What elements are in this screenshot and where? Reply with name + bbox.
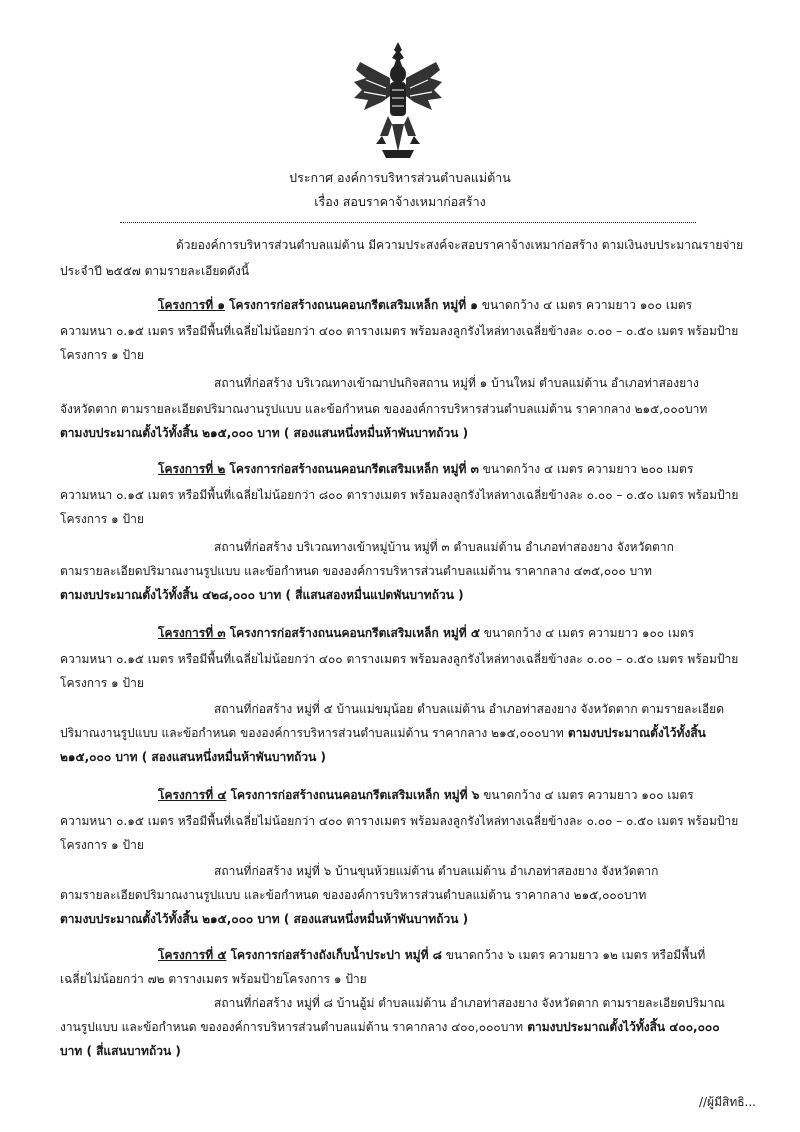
project-size: ขนาดกว้าง ๔ เมตร ความยาว ๒๐๐ เมตร [478,462,694,476]
project-location: สถานที่ก่อสร้าง บริเวณทางเข้าหมู่บ้าน หมู่ที่ ๓ ตำบลแม่ต้าน อำเภอท่าสองยาง จังหวัดตาก [214,540,674,554]
continued-marker: //ผู้มีสิทธิ... [698,1095,756,1109]
project-size: ขนาดกว้าง ๔ เมตร ความยาว ๑๐๐ เมตร [479,626,695,640]
project-label: โครงการที่ ๑ [158,298,225,312]
project-label: โครงการที่ ๔ [158,788,227,802]
project-label: โครงการที่ ๓ [158,626,226,640]
project-location: สถานที่ก่อสร้าง บริเวณทางเข้าฌาปนกิจสถาน หมู่ที่ ๑ บ้านใหม่ ตำบลแม่ต้าน อำเภอท่าสองยาง [214,376,699,390]
project-spec: ความหนา ๐.๑๕ เมตร หรือมีพื้นที่เฉลี่ยไม่น้อยกว่า ๔๐๐ ตารางเมตร พร้อมลงลูกรังไหล่ทางเฉลี่ยข้างละ ๐.๐๐ – ๐.๕๐ เมตร พร้อมป้าย [60,814,739,828]
intro-line-2: ประจำปี ๒๕๕๗ ตามรายละเอียดดังนี้ [60,264,250,278]
project-budget: ๒๑๕,๐๐๐ บาท ( สองแสนหนึ่งหมื่นห้าพันบาทถ้วน ) [60,750,326,764]
project-spec: ความหนา ๐.๑๕ เมตร หรือมีพื้นที่เฉลี่ยไม่น้อยกว่า ๘๐๐ ตารางเมตร พร้อมลงลูกรังไหล่ทางเฉลี่ยข้างละ ๐.๐๐ – ๐.๕๐ เมตร พร้อมป้าย [60,488,739,502]
project-spec: เฉลี่ยไม่น้อยกว่า ๗๒ ตารางเมตร พร้อมป้ายโครงการ ๑ ป้าย [60,972,367,986]
project-size: ขนาดกว้าง ๔ เมตร ความยาว ๑๐๐ เมตร [479,788,694,802]
project-name: โครงการก่อสร้างถังเก็บน้ำประปา หมู่ที่ ๘ [226,948,442,962]
project-budget-label: ตามงบประมาณตั้งไว้ทั้งสิ้น ๔๐๐,๐๐๐ [523,1020,720,1034]
project-name: โครงการก่อสร้างถนนคอนกรีตเสริมเหล็ก หมู่ที่ ๕ [225,626,480,640]
project-budget: ตามงบประมาณตั้งไว้ทั้งสิ้น ๔๒๘,๐๐๐ บาท ( สี่แสนสองหมื่นแปดพันบาทถ้วน ) [60,588,464,602]
project-location: สถานที่ก่อสร้าง หมู่ที่ ๕ บ้านแม่ขมุน้อย ตำบลแม่ต้าน อำเภอท่าสองยาง จังหวัดตาก ตามรายละเอียด [214,702,724,716]
announcement-subject: เรื่อง สอบราคาจ้างเหมาก่อสร้าง [314,194,486,209]
divider [120,222,696,223]
project-size: ขนาดกว้าง ๖ เมตร ความยาว ๑๒ เมตร หรือมีพื้นที่ [441,948,706,962]
project-spec: ความหนา ๐.๑๕ เมตร หรือมีพื้นที่เฉลี่ยไม่น้อยกว่า ๔๐๐ ตารางเมตร พร้อมลงลูกรังไหล่ทางเฉลี่ยข้างละ ๐.๐๐ – ๐.๕๐ เมตร พร้อมป้าย [60,652,739,666]
garuda-emblem-icon [352,40,444,160]
project-location: สถานที่ก่อสร้าง หมู่ที่ ๖ บ้านขุนห้วยแม่ต้าน ตำบลแม่ต้าน อำเภอท่าสองยาง จังหวัดตาก [214,864,659,878]
announcement-title: ประกาศ องค์การบริหารส่วนตำบลแม่ต้าน [289,170,511,185]
project-location: สถานที่ก่อสร้าง หมู่ที่ ๘ บ้านอู้ม่ ตำบลแม่ต้าน อำเภอท่าสองยาง จังหวัดตาก ตามรายละเอียดปริมาณ [214,996,725,1010]
project-budget: ตามงบประมาณตั้งไว้ทั้งสิ้น ๒๑๕,๐๐๐ บาท ( สองแสนหนึ่งหมื่นห้าพันบาทถ้วน ) [60,426,469,440]
project-name: โครงการก่อสร้างถนนคอนกรีตเสริมเหล็ก หมู่ที่ ๑ [224,298,478,312]
project-price: ปริมาณงานรูปแบบ และข้อกำหนด ขององค์การบริหารส่วนตำบลแม่ต้าน ราคากลาง ๒๑๕,๐๐๐บาท [60,726,564,740]
project-sign: โครงการ ๑ ป้าย [60,838,144,852]
project-size: ขนาดกว้าง ๔ เมตร ความยาว ๑๐๐ เมตร [477,298,693,312]
project-budget: บาท ( สี่แสนบาทถ้วน ) [60,1044,181,1058]
project-spec: ความหนา ๐.๑๕ เมตร หรือมีพื้นที่เฉลี่ยไม่น้อยกว่า ๔๐๐ ตารางเมตร พร้อมลงลูกรังไหล่ทางเฉลี่ยข้างละ ๐.๐๐ – ๐.๕๐ เมตร พร้อมป้าย [60,324,739,338]
intro-line-1: ด้วยองค์การบริหารส่วนตำบลแม่ต้าน มีความประสงค์จะสอบราคาจ้างเหมาก่อสร้าง ตามเงินงบประมาณรายจ่าย [176,238,744,252]
project-price: งานรูปแบบ และข้อกำหนด ขององค์การบริหารส่วนตำบลแม่ต้าน ราคากลาง ๔๐๐,๐๐๐บาท [60,1020,524,1034]
project-price: จังหวัดตาก ตามรายละเอียดปริมาณงานรูปแบบ และข้อกำหนด ขององค์การบริหารส่วนตำบลแม่ต้าน ราคากลาง ๒๑๕,๐๐๐บาท [60,402,708,416]
project-label: โครงการที่ ๕ [158,948,227,962]
project-price: ตามรายละเอียดปริมาณงานรูปแบบ และข้อกำหนด ขององค์การบริหารส่วนตำบลแม่ต้าน ราคากลาง ๔๓๕,๐๐๐ บาท [60,564,652,578]
project-price: ตามรายละเอียดปริมาณงานรูปแบบ และข้อกำหนด ขององค์การบริหารส่วนตำบลแม่ต้าน ราคากลาง ๒๑๕,๐๐๐บาท [60,888,647,902]
project-budget-label: ตามงบประมาณตั้งไว้ทั้งสิ้น [563,726,706,740]
project-name: โครงการก่อสร้างถนนคอนกรีตเสริมเหล็ก หมู่ที่ ๖ [226,788,480,802]
project-sign: โครงการ ๑ ป้าย [60,512,144,526]
project-name: โครงการก่อสร้างถนนคอนกรีตเสริมเหล็ก หมู่ที่ ๓ [225,462,479,476]
project-budget: ตามงบประมาณตั้งไว้ทั้งสิ้น ๒๑๕,๐๐๐ บาท ( สองแสนหนึ่งหมื่นห้าพันบาทถ้วน ) [60,912,469,926]
project-sign: โครงการ ๑ ป้าย [60,676,144,690]
project-sign: โครงการ ๑ ป้าย [60,348,144,362]
project-label: โครงการที่ ๒ [158,462,226,476]
